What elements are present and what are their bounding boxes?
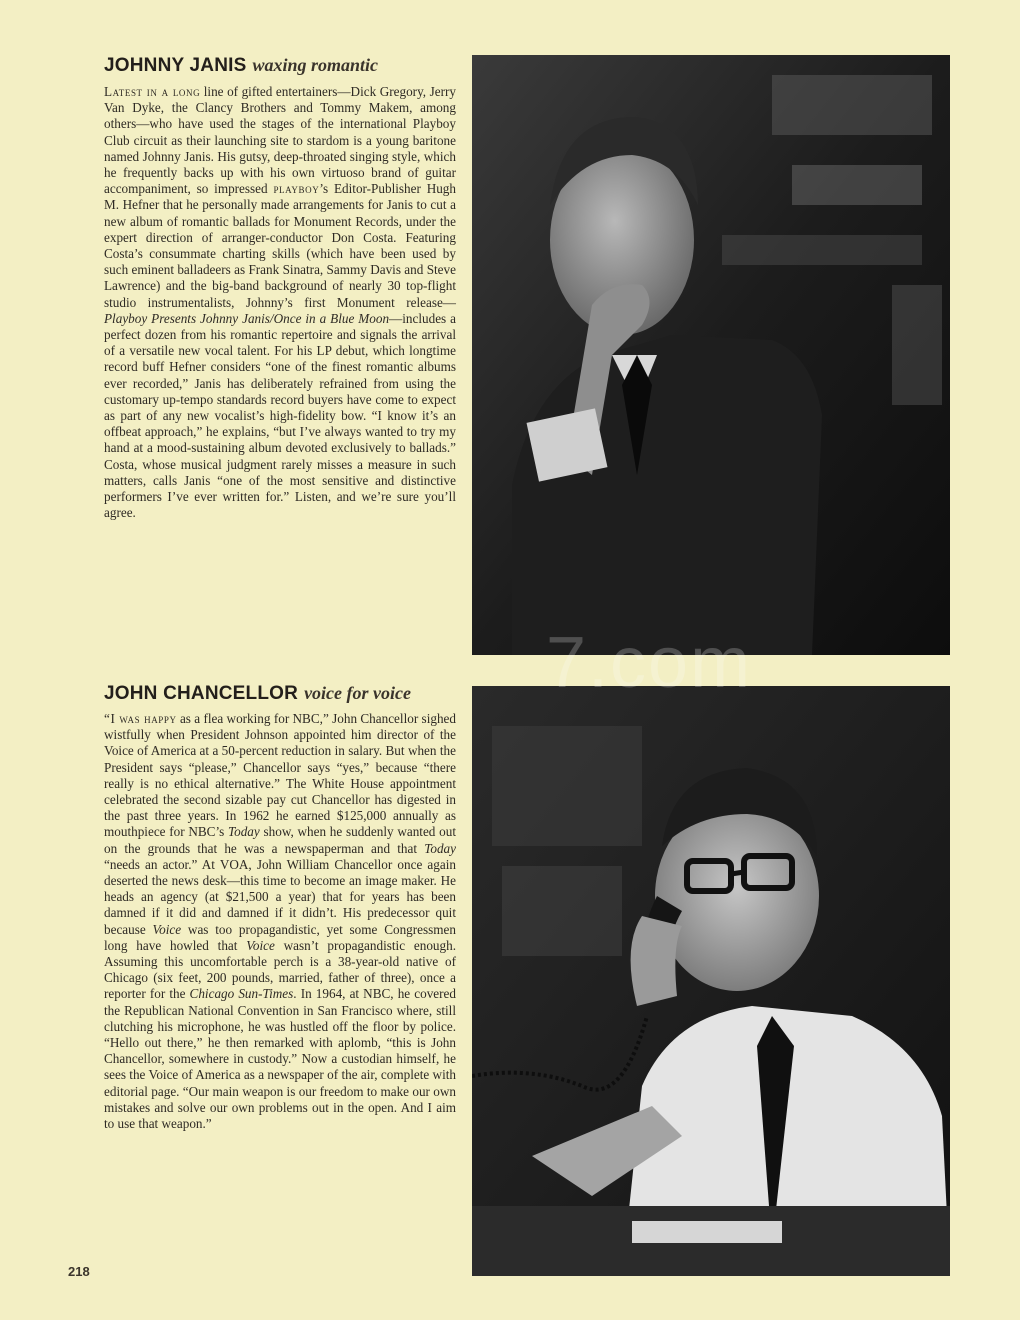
portrait-image <box>472 686 950 1276</box>
magazine-name: playboy <box>273 181 320 197</box>
show-title: Today <box>228 824 260 840</box>
article-john-chancellor <box>104 711 456 1132</box>
album-title: Playboy Presents Johnny Janis/Once in a Blue Moon <box>104 310 390 326</box>
article-body: “I was happy as a flea working for NBC,” John Chancellor sighed wistfully when President Johnson appointed him director of the Voice of America at a 50-percent reduction in salary. But when the President says “please,” Chancellor says “yes,” because “there really is no ethical alternative.” The White House appointment celebrated the second sizable pay cut Chancellor has digested in the past three years. In 1962 he earned $125,000 annually as mouthpiece for NBC’s Today show, when he suddenly wanted out on the grounds that he was a newspaperman and that Today “needs an actor.” At VOA, John William Chancellor once again deserted the news desk—this time to become an image maker. He heads an agency (at $21,500 a year) that for years has been damned if it did and damned if it didn’t. His predecessor quit because Voice was too propagandistic, yet some Congressmen long have howled that Voice wasn’t propagandistic enough. Assuming this uncomfortable perch is a 38-year-old native of Chicago (six feet, 200 pounds, married, father of three), once a reporter for the Chicago Sun-Times. In 1964, at NBC, he covered the Republican National Convention in San Francisco where, still clutching his microphone, he was hustled off the floor by police. “Hello out there,” he then remarked with aplomb, “this is John Chancellor, somewhere in custody.” Now a custodian himself, he sees the Voice of America as a newspaper of the air, complete with editorial page. “Our main weapon is our freedom to make our own mistakes and solve our own problems out in the open. And I aim to use that weapon.” <box>104 711 456 1132</box>
headline-john-chancellor <box>104 680 411 704</box>
headline-johnny-janis <box>104 52 378 76</box>
newspaper-name: Chicago Sun-Times <box>189 986 294 1002</box>
lead-in: Latest in a long <box>104 84 201 99</box>
watermark-text: 7.com <box>546 623 753 703</box>
headline-name: JOHNNY JANIS <box>104 55 247 76</box>
lead-in: “I was happy <box>104 711 177 726</box>
headline-name: JOHN CHANCELLOR <box>104 683 299 704</box>
page-number: 218 <box>68 1264 90 1279</box>
show-title: Today <box>424 840 456 856</box>
article-johnny-janis <box>104 84 456 521</box>
portrait-image <box>472 55 950 655</box>
agency-name: Voice <box>152 921 182 937</box>
photo-johnny-janis <box>472 55 950 655</box>
article-body: Latest in a long line of gifted entertainers—Dick Gregory, Jerry Van Dyke, the Clancy Brothers and Tommy Makem, among others—who have used the stages of the international Playboy Club circuit as their launching site to stardom is a young baritone named Johnny Janis. His gutsy, deep-throated singing style, which he frequently backs up with his own virtuoso brand of guitar accompaniment, so impressed playboy’s Editor-Publisher Hugh M. Hefner that he personally made arrangements for Janis to cut a new album of romantic ballads for Monument Records, under the expert direction of arranger-conductor Don Costa. Featuring Costa’s consummate charting skills (which have been used by such eminent balladeers as Frank Sinatra, Sammy Davis and Steve Lawrence) and the big-band background of nearly 30 top-flight studio instrumentalists, Johnny’s first Monument release—Playboy Presents Johnny Janis/Once in a Blue Moon—includes a perfect dozen from his romantic repertoire and signals the arrival of a versatile new vocal talent. For his LP debut, which longtime record buff Hefner considers “one of the finest romantic albums ever recorded,” Janis has deliberately refrained from using the customary up-tempo standards record buyers have come to expect as part of any new vocalist’s high-fidelity bow. “I know it’s an offbeat approach,” he explains, “but I’ve always wanted to try my hand at a mood-sustaining album devoted exclusively to ballads.” Costa, whose musical judgment rarely misses a measure in such matters, calls Janis “one of the most sensitive and distinctive performers I’ve ever written for.” Listen, and we’re sure you’ll agree. <box>104 84 456 521</box>
headline-tagline: waxing romantic <box>252 55 379 75</box>
photo-john-chancellor <box>472 686 950 1276</box>
headline-tagline: voice for voice <box>304 683 411 703</box>
agency-name: Voice <box>246 937 275 953</box>
